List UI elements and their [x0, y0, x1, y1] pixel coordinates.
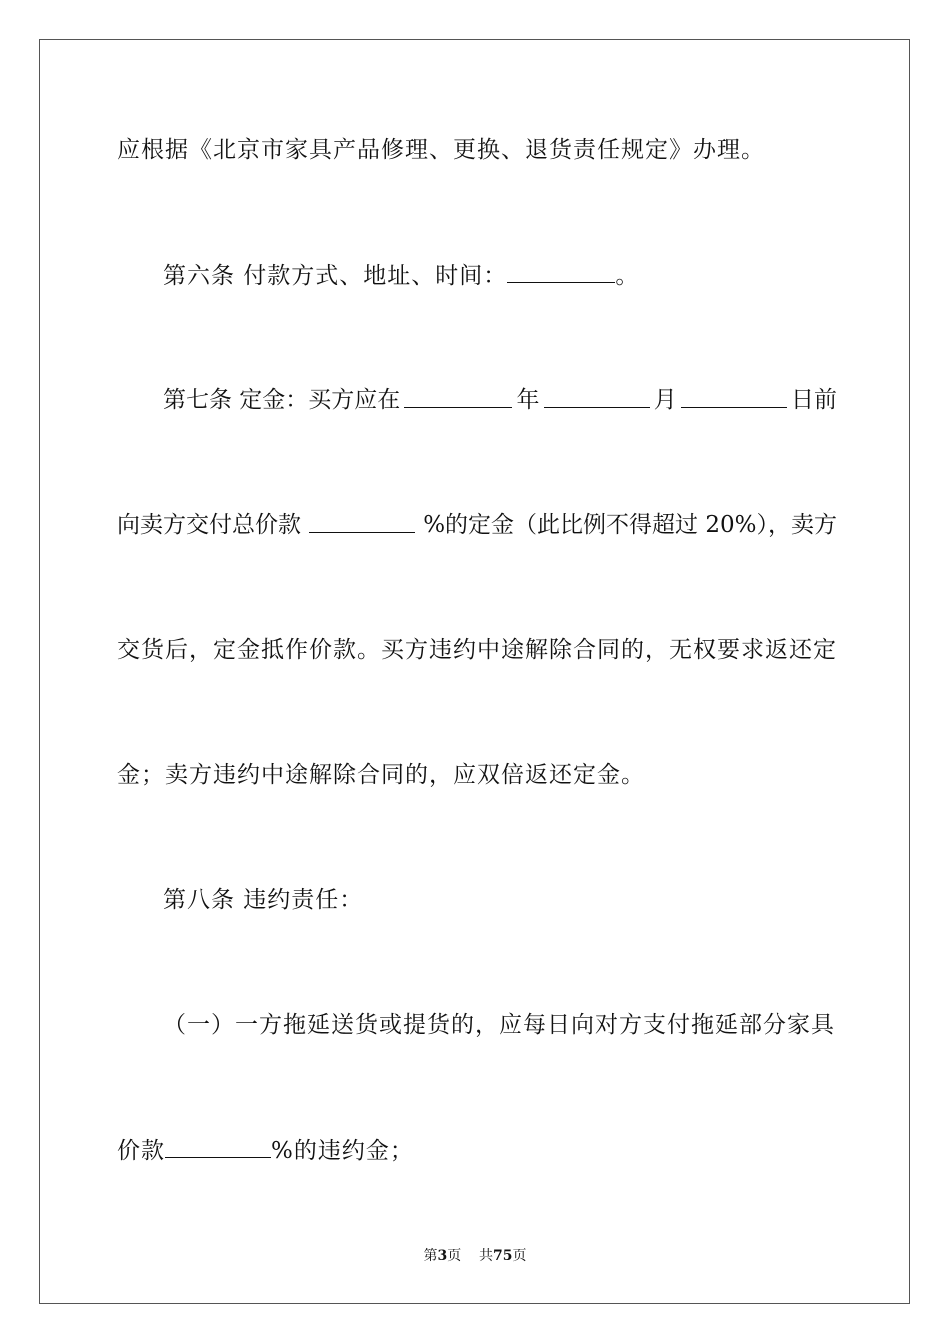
year-label: 年: [516, 387, 540, 413]
month-label: 月: [653, 387, 677, 413]
article-8-heading: 第八条 违约责任：: [163, 887, 364, 913]
blank-penalty-percent[interactable]: [165, 1135, 271, 1158]
line-text: 向卖方交付总价款: [117, 512, 301, 538]
line-text: %的违约金；: [271, 1138, 414, 1164]
line-text: 应根据《北京市家具产品修理、更换、退货责任规定》办理。: [117, 137, 765, 163]
text-line-6: [117, 760, 837, 790]
clause-1-text: （一）一方拖延送货或提货的，应每日向对方支付拖延部分家具: [163, 1012, 835, 1038]
text-line-7: [163, 885, 837, 915]
text-line-2: [163, 260, 837, 291]
text-line-4: [117, 510, 837, 540]
period: 。: [615, 263, 640, 289]
blank-payment[interactable]: [507, 260, 615, 283]
line-text: 交货后，定金抵作价款。买方违约中途解除合同的，无权要求返还定: [117, 637, 837, 663]
page-suffix: 页: [447, 1248, 462, 1264]
text-line-1: [117, 135, 837, 165]
blank-deposit-percent[interactable]: [309, 510, 415, 533]
article-6-text: 第六条 付款方式、地址、时间：: [163, 263, 508, 289]
text-line-5: [117, 635, 837, 665]
page-border: [39, 39, 910, 1304]
day-label: 日前: [790, 387, 837, 413]
line-text: %的定金（此比例不得超过 20%），卖方: [423, 512, 837, 538]
line-text: 金；卖方违约中途解除合同的，应双倍返还定金。: [117, 762, 645, 788]
total-prefix: 共: [479, 1248, 494, 1264]
blank-month[interactable]: [544, 385, 650, 408]
total-pages: 75: [493, 1248, 513, 1264]
article-7-text: 第七条 定金：买方应在: [163, 387, 401, 413]
text-line-3: [163, 385, 837, 415]
page-prefix: 第: [423, 1248, 438, 1264]
blank-day[interactable]: [681, 385, 787, 408]
text-line-8: [163, 1010, 837, 1040]
text-line-9: [117, 1135, 837, 1166]
line-text: 价款: [117, 1138, 165, 1164]
page-number: 3: [437, 1248, 448, 1264]
blank-year[interactable]: [404, 385, 512, 408]
total-suffix: 页: [512, 1248, 527, 1264]
page-footer: [0, 1247, 950, 1265]
